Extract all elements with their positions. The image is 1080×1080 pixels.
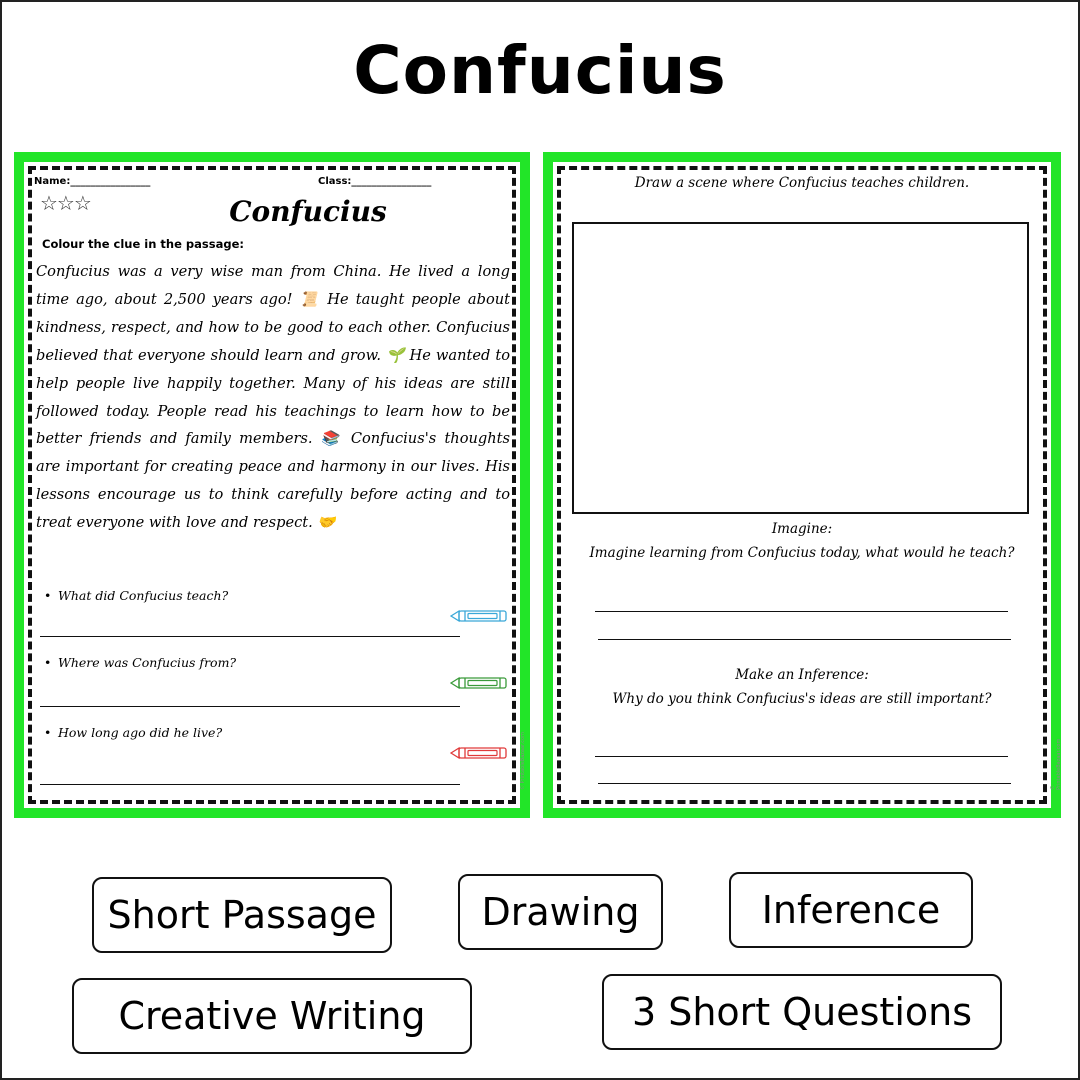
writing-line — [595, 756, 1008, 757]
bullet-icon: • — [44, 588, 52, 603]
inference-heading: Make an Inference: — [735, 667, 869, 683]
question-2 — [44, 655, 236, 670]
tag-inference: Inference — [729, 872, 973, 948]
tag-drawing: Drawing — [458, 874, 663, 950]
answer-line — [40, 636, 460, 637]
star-rating-icon: ☆☆☆ — [40, 191, 91, 215]
name-field: Name:________________ — [34, 176, 151, 187]
tag-short-questions: 3 Short Questions — [602, 974, 1002, 1050]
blue-crayon-icon — [450, 609, 508, 623]
bullet-icon: • — [44, 725, 52, 740]
draw-prompt: Draw a scene where Confucius teaches children. — [634, 175, 970, 191]
credit-text: © PrintableBazaar.com — [1050, 738, 1062, 790]
question-text: How long ago did he live? — [58, 725, 223, 740]
bullet-icon: • — [44, 655, 52, 670]
instruction-text: Colour the clue in the passage: — [42, 237, 244, 251]
red-crayon-icon — [450, 746, 508, 760]
question-text: Where was Confucius from? — [58, 655, 237, 670]
question-1 — [44, 588, 228, 603]
answer-line — [40, 706, 460, 707]
writing-line — [598, 783, 1011, 784]
writing-line — [598, 639, 1011, 640]
main-title: Confucius — [353, 32, 727, 109]
answer-line — [40, 784, 460, 785]
credit-text: © PrintableBazaar.com — [520, 732, 526, 790]
tag-short-passage: Short Passage — [92, 877, 392, 953]
tag-creative-writing: Creative Writing — [72, 978, 472, 1054]
question-3 — [44, 725, 222, 740]
writing-line — [595, 611, 1008, 612]
green-crayon-icon — [450, 676, 508, 690]
inference-prompt: Why do you think Confucius's ideas are still important? — [612, 691, 992, 707]
imagine-heading: Imagine: — [771, 521, 833, 537]
worksheet-title: Confucius — [229, 195, 387, 228]
question-text: What did Confucius teach? — [58, 588, 229, 603]
reading-passage: Confucius was a very wise man from China. He lived a long time ago, about 2,500 years ago! 📜 He taught people about kindness, respect, and how to be good to each other. Confucius believed that everyone should learn and grow. 🌱 He wanted to help people live happily together. Many of his ideas are still followed today. People read his teachings to learn how to be better friends and family members. 📚 Confucius's thoughts are important for creating peace and harmony in our lives. His lessons encourage us to think carefully before acting and to treat everyone with love and respect. 🤝 — [36, 263, 510, 532]
class-field: Class:________________ — [318, 176, 432, 187]
drawing-box — [572, 222, 1029, 514]
imagine-prompt: Imagine learning from Confucius today, what would he teach? — [589, 545, 1015, 561]
